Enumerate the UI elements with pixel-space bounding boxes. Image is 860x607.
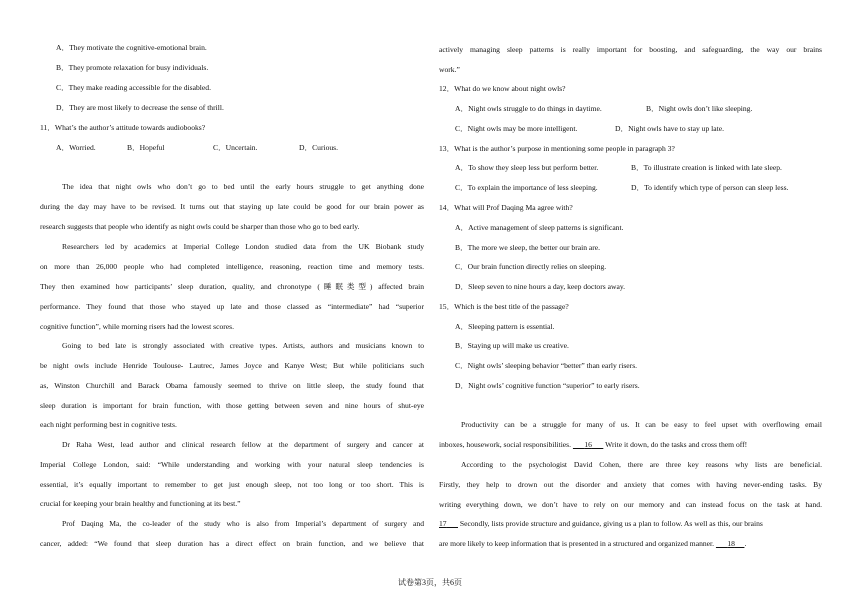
passage-line: Prof Daqing Ma, the co-leader of the study who is also from Imperial’s department of surgery and xyxy=(62,519,424,528)
q13-options-row1 xyxy=(439,161,822,175)
passage-line: crucial for keeping your brain healthy and functioning at its best.” xyxy=(40,499,241,508)
q13-option-d: D．To identify which type of person can sleep less. xyxy=(631,183,789,192)
q14-option-d: D．Sleep seven to nine hours a day, keep doctors away. xyxy=(455,282,626,291)
passage-line: cancer, added: “We found that sleep duration has a direct effect on brain function, and we believe that xyxy=(40,539,424,548)
page-footer: 试卷第3页，共6页 xyxy=(398,578,462,587)
q15-option-b: B．Staying up will make us creative. xyxy=(455,341,569,350)
q11-option-d: D．Curious. xyxy=(299,143,339,152)
q11-option-b: B．Hopeful xyxy=(127,143,165,152)
passage-line: sleep duration is important for brain function, with those getting between seven and nine hours of shut-eye xyxy=(40,401,424,410)
blank-16[interactable] xyxy=(573,440,603,449)
passage-line: be night owls include Henride Toulouse- Lautrec, James Joyce and Kanye West; But while politicians such xyxy=(40,361,424,370)
passage-line: as, Winston Churchill and Barack Obama famously seemed to thrive on little sleep, the study found that xyxy=(40,381,424,390)
passage2-line xyxy=(439,517,822,531)
q15-option-a: A．Sleeping pattern is essential. xyxy=(455,322,555,331)
q10-option-b: B．They promote relaxation for busy individuals. xyxy=(56,63,209,72)
passage-line: Imperial College London, said: “While understanding and working with your natural sleep tendencies is xyxy=(40,460,424,469)
passage-line: essential, it’s equally important to remember to get just enough sleep, not too long or too short. This is xyxy=(40,480,424,489)
passage-line: on more than 26,000 people who had completed intelligence, reasoning, reaction time and memory tests. xyxy=(40,262,424,271)
passage2-text: Write it down, do the tasks and cross them off! xyxy=(605,440,748,449)
q13-options-row2 xyxy=(439,181,822,195)
passage-line: The idea that night owls who don’t go to bed until the early hours struggle to get anything done xyxy=(62,182,424,191)
blank-17[interactable] xyxy=(439,519,458,528)
q11-stem: 11．What’s the author’s attitude towards audiobooks? xyxy=(40,123,206,132)
passage2-line: Firstly, they help to drown out the disorder and anxiety that comes with having never-ending tasks. By xyxy=(439,480,822,489)
passage2-text: inboxes, housework, social responsibilities. xyxy=(439,440,572,449)
q12-stem: 12．What do we know about night owls? xyxy=(439,84,566,93)
blank-17-number: 17 xyxy=(439,519,447,528)
passage-line: performance. They found that those who stayed up late and those classed as “intermediate” had “superior xyxy=(40,302,424,311)
q13-option-b: B．To illustrate creation is linked with late sleep. xyxy=(631,163,782,172)
q12-option-c: C．Night owls may be more intelligent. xyxy=(455,124,578,133)
q12-option-b: B．Night owls don’t like sleeping. xyxy=(646,104,753,113)
passage-line: cognitive function”, while morning risers had the lowest scores. xyxy=(40,322,235,331)
q14-option-c: C．Our brain function directly relies on sleeping. xyxy=(455,262,607,271)
blank-18-number: 18 xyxy=(727,539,735,548)
q14-stem: 14．What will Prof Daqing Ma agree with? xyxy=(439,203,573,212)
q12-options-row2 xyxy=(439,122,822,136)
q11-option-a: A．Worried. xyxy=(56,143,96,152)
q13-stem: 13．What is the author’s purpose in mentioning some people in paragraph 3? xyxy=(439,144,675,153)
blank-18[interactable] xyxy=(716,539,747,548)
passage-line: each night performing best in cognitive tests. xyxy=(40,420,177,429)
q13-option-a: A．To show they sleep less but perform better. xyxy=(455,163,599,172)
q10-option-d: D．They are most likely to decrease the sense of thrill. xyxy=(56,103,224,112)
q12-option-a: A．Night owls struggle to do things in daytime. xyxy=(455,104,602,113)
q12-option-d: D．Night owls have to stay up late. xyxy=(615,124,725,133)
q11-option-c: C．Uncertain. xyxy=(213,143,258,152)
passage-line: work.” xyxy=(439,65,460,74)
q15-stem: 15．Which is the best title of the passage? xyxy=(439,302,569,311)
passage-line: actively managing sleep patterns is really important for boosting, and safeguarding, the way our brains xyxy=(439,45,822,54)
passage2-line xyxy=(439,438,822,452)
q14-option-b: B．The more we sleep, the better our brain are. xyxy=(455,243,601,252)
q12-options-row1 xyxy=(439,102,822,116)
q11-options xyxy=(40,141,424,155)
q15-option-c: C．Night owls’ sleeping behavior “better” than early risers. xyxy=(455,361,638,370)
passage2-line xyxy=(439,537,822,551)
passage-line: They then examined how participants’ sleep duration, quality, and chronotype (睡眠类型) affected brain xyxy=(40,282,424,291)
passage-line: Going to bed late is strongly associated with creative types. Artists, authors and musicians known to xyxy=(62,341,424,350)
passage2-line: Productivity can be a struggle for many of us. It can be easy to feel upset with overflowing email xyxy=(461,420,822,429)
q15-option-d: D．Night owls’ cognitive function “superior” to early risers. xyxy=(455,381,640,390)
passage2-text: Secondly, lists provide structure and guidance, giving us a plan to follow. As well as this, our brains xyxy=(459,519,763,528)
q10-option-c: C．They make reading accessible for the disabled. xyxy=(56,83,211,92)
q13-option-c: C．To explain the importance of less sleeping. xyxy=(455,183,598,192)
passage2-text: are more likely to keep information that is presented in a structured and organized manner. xyxy=(439,539,715,548)
passage-line: during the day may have to be revised. It turns out that staying up late could be good for our brain power as xyxy=(40,202,424,211)
passage-line: Dr Raha West, lead author and clinical research fellow at the department of surgery and cancer at xyxy=(62,440,424,449)
passage2-line: According to the psychologist David Cohen, there are three key reasons why lists are beneficial. xyxy=(461,460,822,469)
period: . xyxy=(744,539,747,548)
blank-16-number: 16 xyxy=(584,440,592,449)
passage-line: Researchers led by academics at Imperial College London studied data from the UK Biobank study xyxy=(62,242,424,251)
q10-option-a: A．They motivate the cognitive-emotional brain. xyxy=(56,43,207,52)
q14-option-a: A．Active management of sleep patterns is significant. xyxy=(455,223,624,232)
passage2-line: writing everything down, we don’t have to rely on our memory and can instead focus on the task at hand. xyxy=(439,500,822,509)
passage-line: research suggests that people who identify as night owls could be sharper than those who go to bed early. xyxy=(40,222,360,231)
